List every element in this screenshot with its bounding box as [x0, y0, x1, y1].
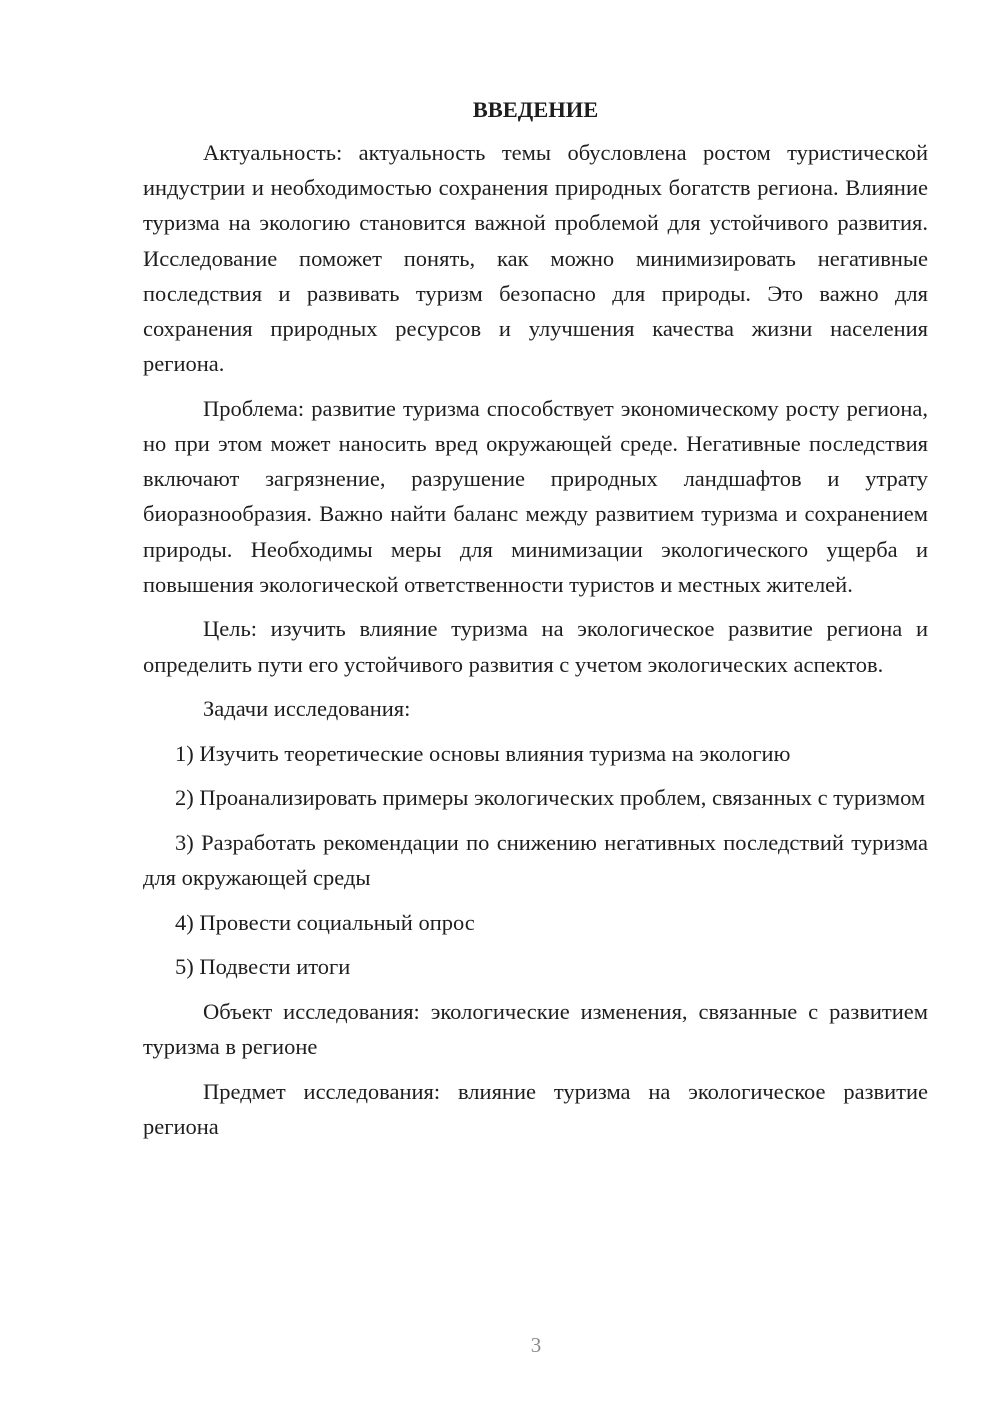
page-content: [143, 92, 928, 1154]
object-paragraph: Объект исследования: экологические изменения, связанные с развитием туризма в регионе: [143, 998, 928, 1060]
page-title: ВВЕДЕНИЕ: [472, 97, 599, 122]
tasks-list: [143, 736, 928, 985]
task-item: 1) Изучить теоретические основы влияния туризма на экологию: [175, 740, 791, 766]
subject-paragraph: Предмет исследования: влияние туризма на экологическое развитие региона: [143, 1078, 928, 1139]
page-number: 3: [530, 1333, 542, 1357]
problem-paragraph: Проблема: развитие туризма способствует экономическому росту региона, но при этом может наносить вред окружающей среде. Негативные последствия включают загрязнение, разрушение природных ландшафтов и утрату биоразнообразия. Важно найти баланс между развитием туризма и сохранением природы. Необходимы меры для минимизации экологического ущерба и повышения экологической ответственности туристов и местных жителей.: [143, 395, 928, 597]
task-item: 4) Провести социальный опрос: [175, 909, 475, 935]
task-item: 5) Подвести итоги: [175, 954, 351, 980]
relevance-paragraph: Актуальность: актуальность темы обусловлена ростом туристической индустрии и необходимостью сохранения природных богатств региона. Влияние туризма на экологию становится важной проблемой для устойчивого развития. Исследование поможет понять, как можно минимизировать негативные последствия и развивать туризм безопасно для природы. Это важно для сохранения природных ресурсов и улучшения качества жизни населения региона.: [143, 140, 928, 377]
task-item: 2) Проанализировать примеры экологических проблем, связанных с туризмом: [175, 785, 926, 811]
goal-paragraph: Цель: изучить влияние туризма на экологическое развитие региона и определить пути его устойчивого развития с учетом экологических аспектов.: [143, 616, 928, 677]
tasks-heading: Задачи исследования:: [203, 696, 411, 722]
task-item: 3) Разработать рекомендации по снижению негативных последствий туризма для окружающей среды: [143, 830, 928, 891]
